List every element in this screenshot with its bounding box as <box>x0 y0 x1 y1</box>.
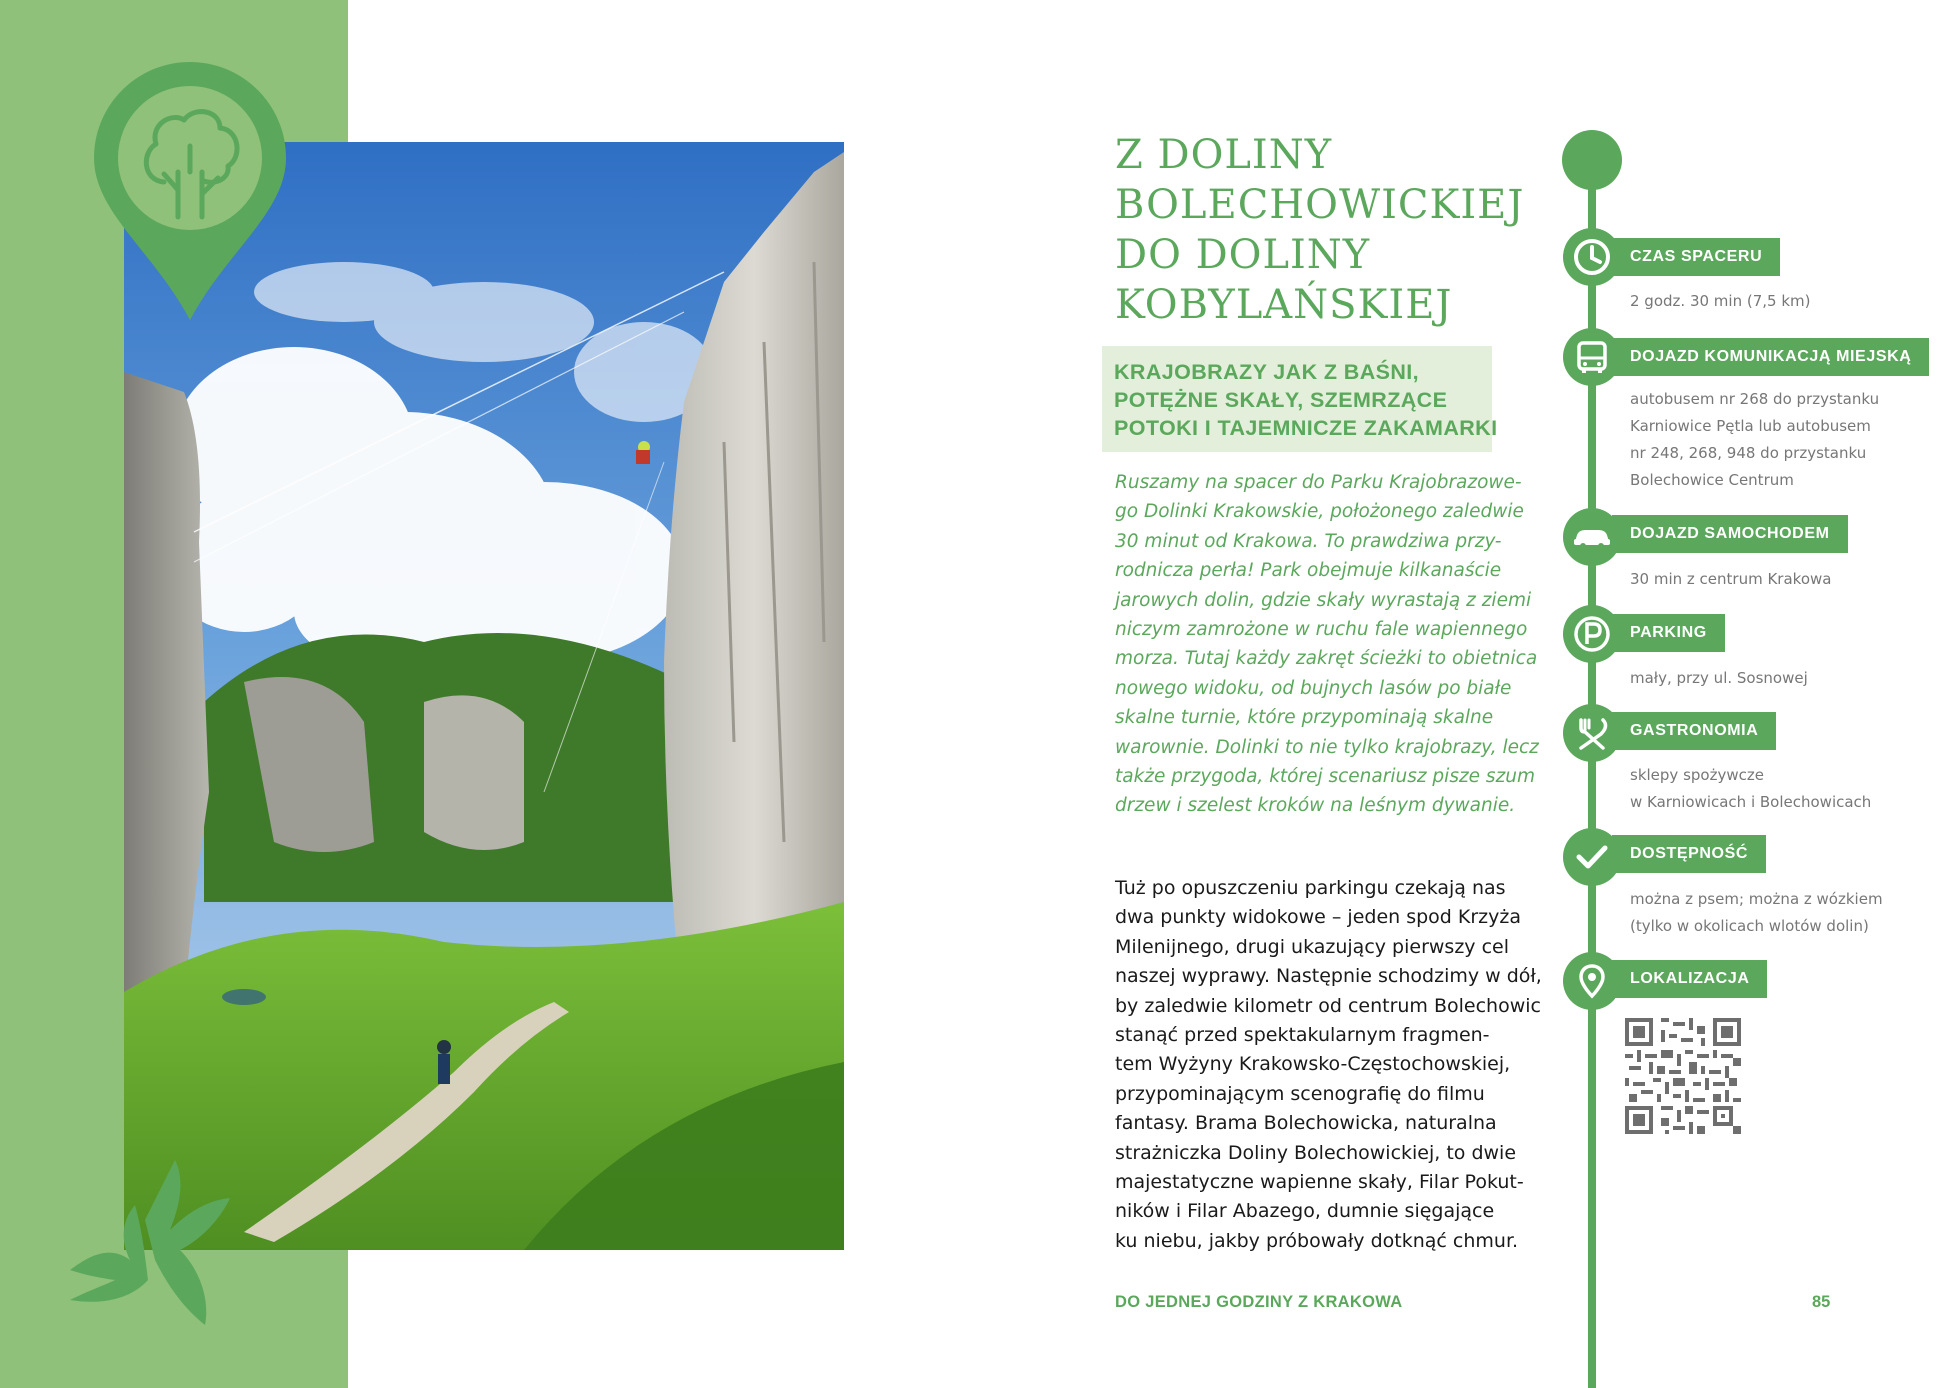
public-transport-label: DOJAZD KOMUNIKACJĄ MIEJSKĄ <box>1612 338 1929 376</box>
body-line: fantasy. Brama Bolechowicka, naturalna <box>1115 1112 1497 1135</box>
lead-line: rodnicza perła! Park obejmuje kilkanaście <box>1115 560 1502 582</box>
info-line: Bolechowice Centrum <box>1630 471 1794 489</box>
body-line: majestatyczne wapienne skały, Filar Pokut- <box>1115 1171 1524 1194</box>
body-line: tem Wyżyny Krakowsko-Częstochowskiej, <box>1115 1053 1511 1076</box>
lead-line: morza. Tutaj każdy zakręt ścieżki to obietnica <box>1115 648 1538 670</box>
info-line: (tylko w okolicach wlotów dolin) <box>1630 917 1869 935</box>
parking-text <box>1630 665 1808 692</box>
car-text <box>1630 566 1831 593</box>
title-line: DO DOLINY <box>1115 232 1371 278</box>
subtitle-line: POTOKI I TAJEMNICZE ZAKAMARKI <box>1114 416 1498 440</box>
info-line: sklepy spożywcze <box>1630 766 1764 784</box>
lead-line: także przygoda, której scenariusz pisze szum <box>1115 766 1536 788</box>
subtitle-line: KRAJOBRAZY JAK Z BAŚNI, <box>1114 360 1420 384</box>
lead-line: drzew i szelest kroków na leśnym dywanie. <box>1115 795 1516 817</box>
lead-line: Ruszamy na spacer do Parku Krajobrazowe- <box>1115 472 1522 493</box>
page-number: 85 <box>1812 1293 1831 1311</box>
lead-line: nowego widoku, od bujnych lasów po białe <box>1115 677 1512 699</box>
walk-time-label: CZAS SPACERU <box>1612 238 1780 276</box>
car-label: DOJAZD SAMOCHODEM <box>1612 515 1848 553</box>
accessibility-label: DOSTĘPNOŚĆ <box>1612 835 1766 873</box>
info-line: mały, przy ul. Sosnowej <box>1630 669 1808 687</box>
info-line: 30 min z centrum Krakowa <box>1630 570 1832 588</box>
info-line: Karniowice Pętla lub autobusem <box>1630 417 1871 435</box>
lead-line: skalne turnie, które przypominają skalne <box>1115 707 1494 729</box>
subtitle-line: POTĘŻNE SKAŁY, SZEMRZĄCE <box>1114 388 1448 412</box>
body-line: ku niebu, jakby próbowały dotknąć chmur. <box>1115 1229 1519 1252</box>
location-label: LOKALIZACJA <box>1612 960 1767 998</box>
body-line: Milenijnego, drugi ukazujący pierwszy cel <box>1115 935 1509 958</box>
lead-line: 30 minut od Krakowa. To prawdziwa przy- <box>1115 530 1502 552</box>
footer-section-title: DO JEDNEJ GODZINY Z KRAKOWA <box>1115 1293 1403 1311</box>
walk-time-text <box>1630 288 1810 315</box>
parking-label: PARKING <box>1612 614 1725 652</box>
body-line: stanąć przed spektakularnym fragmen- <box>1115 1024 1490 1047</box>
accessibility-text <box>1630 886 1883 940</box>
body-line: strażniczka Doliny Bolechowickiej, to dwie <box>1115 1141 1517 1164</box>
body-line: przypominającym scenografię do filmu <box>1115 1082 1485 1105</box>
body-paragraph <box>1115 874 1545 1256</box>
gastronomy-text <box>1630 762 1871 816</box>
info-line: w Karniowicach i Bolechowicach <box>1630 793 1872 811</box>
title-line: Z DOLINY <box>1115 132 1333 178</box>
public-transport-text <box>1630 386 1879 494</box>
title-line: BOLECHOWICKIEJ <box>1115 182 1525 228</box>
info-line: nr 248, 268, 948 do przystanku <box>1630 444 1867 462</box>
lead-line: jarowych dolin, gdzie skały wyrastają z ziemi <box>1115 589 1532 611</box>
page-title <box>1115 130 1535 330</box>
tree-pin-icon <box>94 62 286 322</box>
body-line: by zaledwie kilometr od centrum Bolechowic <box>1115 994 1541 1017</box>
footprint-decoration-icon <box>50 1160 250 1330</box>
info-line: autobusem nr 268 do przystanku <box>1630 390 1880 408</box>
lead-paragraph <box>1115 468 1539 821</box>
lead-line: warownie. Dolinki to nie tylko krajobrazy, lecz <box>1115 736 1539 758</box>
body-line: naszej wyprawy. Następnie schodzimy w dół, <box>1115 965 1542 988</box>
location-qr-code[interactable] <box>1625 1018 1741 1134</box>
title-line: KOBYLAŃSKIEJ <box>1115 282 1453 328</box>
info-line: można z psem; można z wózkiem <box>1630 890 1883 908</box>
body-line: Tuż po opuszczeniu parkingu czekają nas <box>1115 877 1506 899</box>
gastronomy-label: GASTRONOMIA <box>1612 712 1776 750</box>
timeline-start-dot <box>1562 130 1622 190</box>
lead-line: niczym zamrożone w ruchu fale wapiennego <box>1115 619 1528 641</box>
info-line: 2 godz. 30 min (7,5 km) <box>1630 292 1811 310</box>
body-line: dwa punkty widokowe – jeden spod Krzyża <box>1115 906 1522 929</box>
subtitle-box <box>1102 346 1498 452</box>
body-line: ników i Filar Abazego, dumnie sięgające <box>1115 1200 1495 1223</box>
lead-line: go Dolinki Krakowskie, położonego zaledwie <box>1115 501 1524 523</box>
